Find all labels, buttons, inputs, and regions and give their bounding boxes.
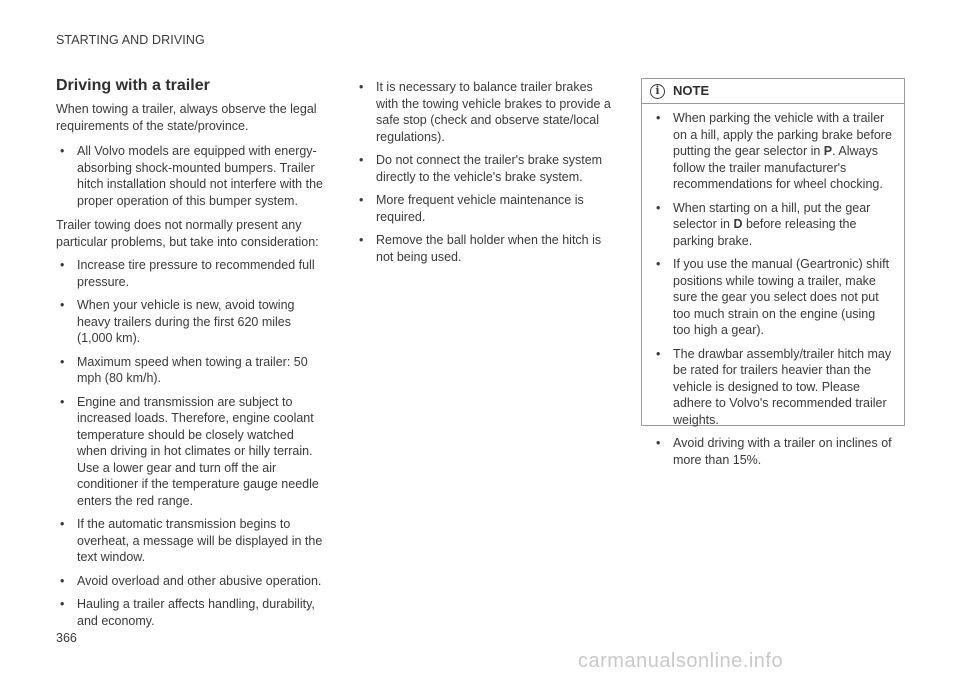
list-item: • Do not connect the trailer's brake system directly to the vehicle's brake system. (359, 153, 603, 184)
list-item: • When your vehicle is new, avoid towing heavy trailers during the first 620 miles (1,000 km). (60, 298, 295, 345)
note-item: • When starting on a hill, put the gear selector in D before releasing the parking brake. (656, 200, 871, 248)
list-item: • Avoid overload and other abusive operation. (60, 573, 322, 588)
section-title: Driving with a trailer (56, 77, 210, 94)
list-item: • More frequent vehicle maintenance is required. (359, 193, 584, 224)
bullet-list-a (56, 143, 324, 209)
page-number: 366 (56, 631, 77, 645)
note-title: NOTE (673, 82, 710, 98)
body-paragraph: Trailer towing does not normally present any particular problems, but take into consideration: (56, 218, 319, 249)
info-icon: i (650, 84, 665, 99)
note-item: • When parking the vehicle with a trailer on a hill, apply the parking brake before putting the gear selector in P. Always follow the trailer manufacturer's recommendations for wheel chocking. (656, 111, 892, 191)
list-item: • Engine and transmission are subject to increased loads. Therefore, engine coolant temperature should be closely watched when driving in hot climates or hilly terrain. Use a lower gear and turn off the air conditioner if the temperature gauge needle enters the red range. (60, 394, 319, 508)
note-header (642, 79, 904, 104)
note-item: • If you use the manual (Geartronic) shift positions while towing a trailer, make sure the gear you select does not put too much strain on the engine (using too high a gear). (656, 257, 890, 337)
section-header: STARTING AND DRIVING (56, 33, 205, 47)
intro-text: When towing a trailer, always observe the legal requirements of the state/province. (56, 102, 317, 133)
note-item: • The drawbar assembly/trailer hitch may be rated for trailers heavier than the vehicle is designed to tow. Please adhere to Volvo's recommended trailer weights. (656, 346, 892, 427)
column-main (56, 76, 324, 637)
note-item: • Avoid driving with a trailer on inclines of more than 15%. (656, 436, 892, 467)
column-middle (355, 79, 613, 273)
note-list (652, 110, 894, 468)
list-item: • All Volvo models are equipped with energy-absorbing shock-mounted bumpers. Trailer hitch installation should not interfere with the proper operation of this bumper system. (60, 144, 323, 208)
list-item: • Increase tire pressure to recommended full pressure. (60, 258, 315, 289)
list-item: • It is necessary to balance trailer brakes with the towing vehicle brakes to provide a safe stop (check and observe state/local regulations). (359, 80, 611, 144)
watermark: carmanualsonline.info (578, 650, 784, 672)
list-item: • Maximum speed when towing a trailer: 50 mph (80 km/h). (60, 354, 308, 385)
bullet-list-b (56, 257, 324, 629)
bullet-list-c (355, 79, 613, 265)
list-item: • Hauling a trailer affects handling, durability, and economy. (60, 597, 315, 628)
list-item: • Remove the ball holder when the hitch is not being used. (359, 233, 602, 264)
note-box (641, 78, 905, 467)
list-item: • If the automatic transmission begins to overheat, a message will be displayed in the text window. (60, 517, 323, 564)
